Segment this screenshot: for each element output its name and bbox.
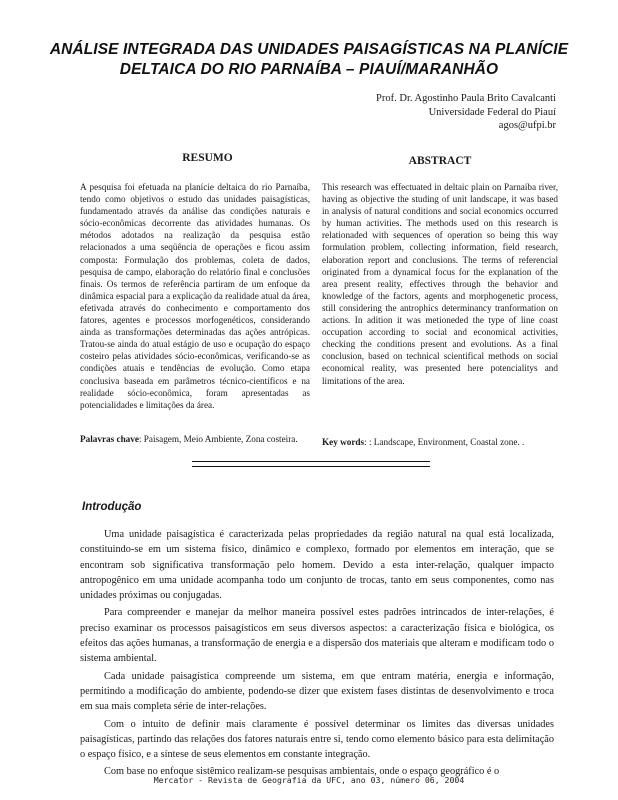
divider-rule-bottom — [192, 466, 430, 467]
section-body — [80, 527, 554, 782]
title-line-2: DELTAICA DO RIO PARNAÍBA – PIAUÍ/MARANHÃO — [119, 61, 499, 78]
author-affiliation: Universidade Federal do Piauí — [428, 106, 556, 118]
abstract-text: This research was effectuated in deltaic plain on Parnaíba river, having as objective the studing of unit landscape, it was based in analysis of natural conditions and social economics occurred by human activities. The methods used on this research is relationaded with sequences of operation so being this way formulation problem, collecting information, field research, elaboration report and conclusions. The terms of referencial originated from a dynamical focus for the explanation of the area present reality, effectives through the behavior and knowledge of the factors, agents and morphogenetic process, still considering the antrophics determinancy tranformation on actions. In adition it was metioneded the type of line coast occupation according to social and economical activities, checking the conditions present and evolutions. As a final conclusion, based on technical scientifical methods on social economical reality, was presented here potencialitys and limitations of the area. — [322, 182, 558, 386]
abstract-keywords — [322, 436, 524, 448]
article-title — [30, 40, 588, 80]
body-paragraph: Com o intuito de definir mais claramente é possível determinar os limites das diversas unidades paisagísticas, partindo das relações dos fatores naturais entre si, tendo como elemento básico para esta delimitação o espaço físico, e a síntese de seus elementos em constante integração. — [80, 718, 554, 761]
section-heading: Introdução — [82, 501, 142, 513]
abstract-heading: ABSTRACT — [408, 155, 472, 167]
author-name: Prof. Dr. Agostinho Paula Brito Cavalcanti — [376, 93, 556, 104]
abstract-keywords-values: : : Landscape, Environment, Coastal zone. . — [364, 437, 525, 447]
author-block — [376, 92, 556, 133]
body-paragraph: Com base no enfoque sistêmico realizam-se pesquisas ambientais, onde o espaço geográfico é o — [104, 766, 500, 778]
divider-rule-top — [192, 461, 430, 462]
body-paragraph: Uma unidade paisagística é caracterizada pelas propriedades da região natural na qual está localizada, constituindo-se em um sistema físico, dinâmico e complexo, formado por elementos em interação, que se encontram sob significativa transformação pelo homem. Devido a esta inter-relação, qualquer impacto antropogênico em uma unidade acompanha todo um conjunto de trocas, tanto em seus componentes, como nas unidades próximas ou conjugadas. — [80, 529, 554, 602]
author-email: agos@ufpi.br — [498, 120, 556, 131]
title-line-1: ANÁLISE INTEGRADA DAS UNIDADES PAISAGÍSTICAS NA PLANÍCIE — [49, 41, 569, 58]
resumo-keywords-label: Palavras chave — [80, 434, 139, 444]
resumo-keywords-values: : Paisagem, Meio Ambiente, Zona costeira. — [138, 434, 298, 444]
resumo-heading: RESUMO — [182, 152, 233, 164]
body-paragraph: Para compreender e manejar da melhor maneira possível estes padrões intrincados de inter-relações, é preciso examinar os processos paisagísticos em seus diversos aspectos: a caracterização física e biológica, os efeitos das ações humanas, a transformação de energia e a dispersão dos materiais que alteram e modificam todo o sistema ambiental. — [80, 607, 554, 665]
abstract-keywords-label: Key words — [322, 437, 365, 447]
resumo-text: A pesquisa foi efetuada na planície deltaica do rio Parnaíba, tendo como objetivos o estudo das unidades paisagísticas, fundamentado através da análise das condições naturais e sócio-econômicas decorrente das atividades humanas. Os métodos adotados na realização da pesquisa estão relacionados a uma seqüência de operações e ficou assim composta: Formulação dos problemas, coleta de dados, pesquisa de campo, elaboração do relatório final e conclusões finais. Os termos de referência partiram de um enfoque da dinâmica espacial para a explicação da realidade atual da área, efetivada através do conhecimento e comportamento dos fatores, agentes e processos morfogenéticos, considerando ainda as transformações determinadas das ações antrópicas. Tratou-se ainda do atual estágio de uso e ocupação do espaço costeiro pelas atividades sócio-econômicas, verificando-se as condições atuais e tendências de evolução. Como etapa conclusiva baseada em parâmetros técnico-científicos e na realidade sócio-econômica, foram apresentadas as potencialidades e limitações da área. — [80, 182, 310, 410]
body-paragraph: Cada unidade paisagística compreende um sistema, em que entram matéria, energia e informação, permitindo a modificação do ambiente, podendo-se dizer que existem fases distintas de desenvolvimento e troca em sua mais completa série de inter-relações. — [80, 670, 554, 713]
resumo-keywords — [80, 433, 298, 445]
page-footer: Mercator - Revista de Geografia da UFC, ano 03, número 06, 2004 — [153, 775, 465, 785]
